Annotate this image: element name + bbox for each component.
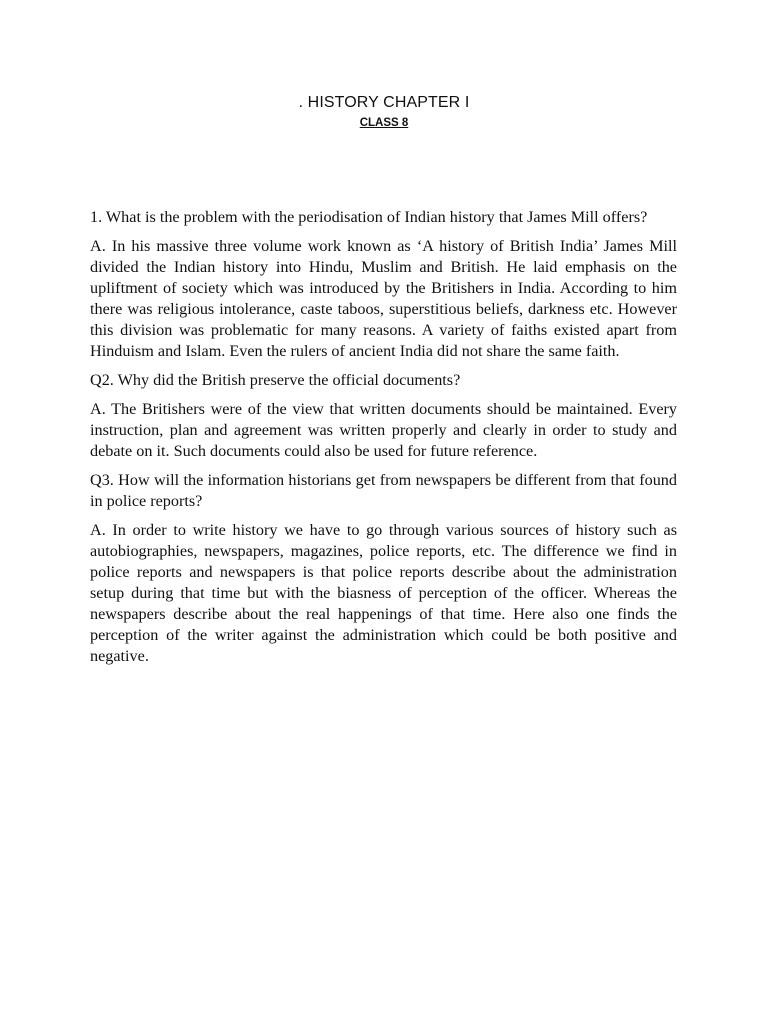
page-title: . HISTORY CHAPTER I xyxy=(298,94,470,111)
question-2: Q2. Why did the British preserve the official documents? xyxy=(90,371,461,389)
answer-2: A. The Britishers were of the view that written documents should be maintained. Every instruction, plan and agreement was written properly and clearly in order to study and debate on it. Such documents could also be used for future reference. xyxy=(90,400,677,460)
answer-3: A. In order to write history we have to go through various sources of history such as autobiographies, newspapers, magazines, police reports, etc. The difference we find in police reports and newspapers is that police reports describe about the administration setup during that time but with the biasness of perception of the officer. Whereas the newspapers describe about the real happenings of that time. Here also one finds the perception of the writer against the administration which could be both positive and negative. xyxy=(90,521,677,665)
question-3: Q3. How will the information historians get from newspapers be different from that found in police reports? xyxy=(90,471,677,510)
answer-1: A. In his massive three volume work known as ‘A history of British India’ James Mill divided the Indian history into Hindu, Muslim and British. He laid emphasis on the upliftment of society which was introduced by the Britishers in India. According to him there was religious intolerance, caste taboos, superstitious beliefs, darkness etc. However this division was problematic for many reasons. A variety of faiths existed apart from Hinduism and Islam. Even the rulers of ancient India did not share the same faith. xyxy=(90,237,677,360)
question-1: 1. What is the problem with the periodisation of Indian history that James Mill offers? xyxy=(90,208,648,226)
document-body xyxy=(90,207,677,675)
page-subtitle: CLASS 8 xyxy=(359,117,409,129)
